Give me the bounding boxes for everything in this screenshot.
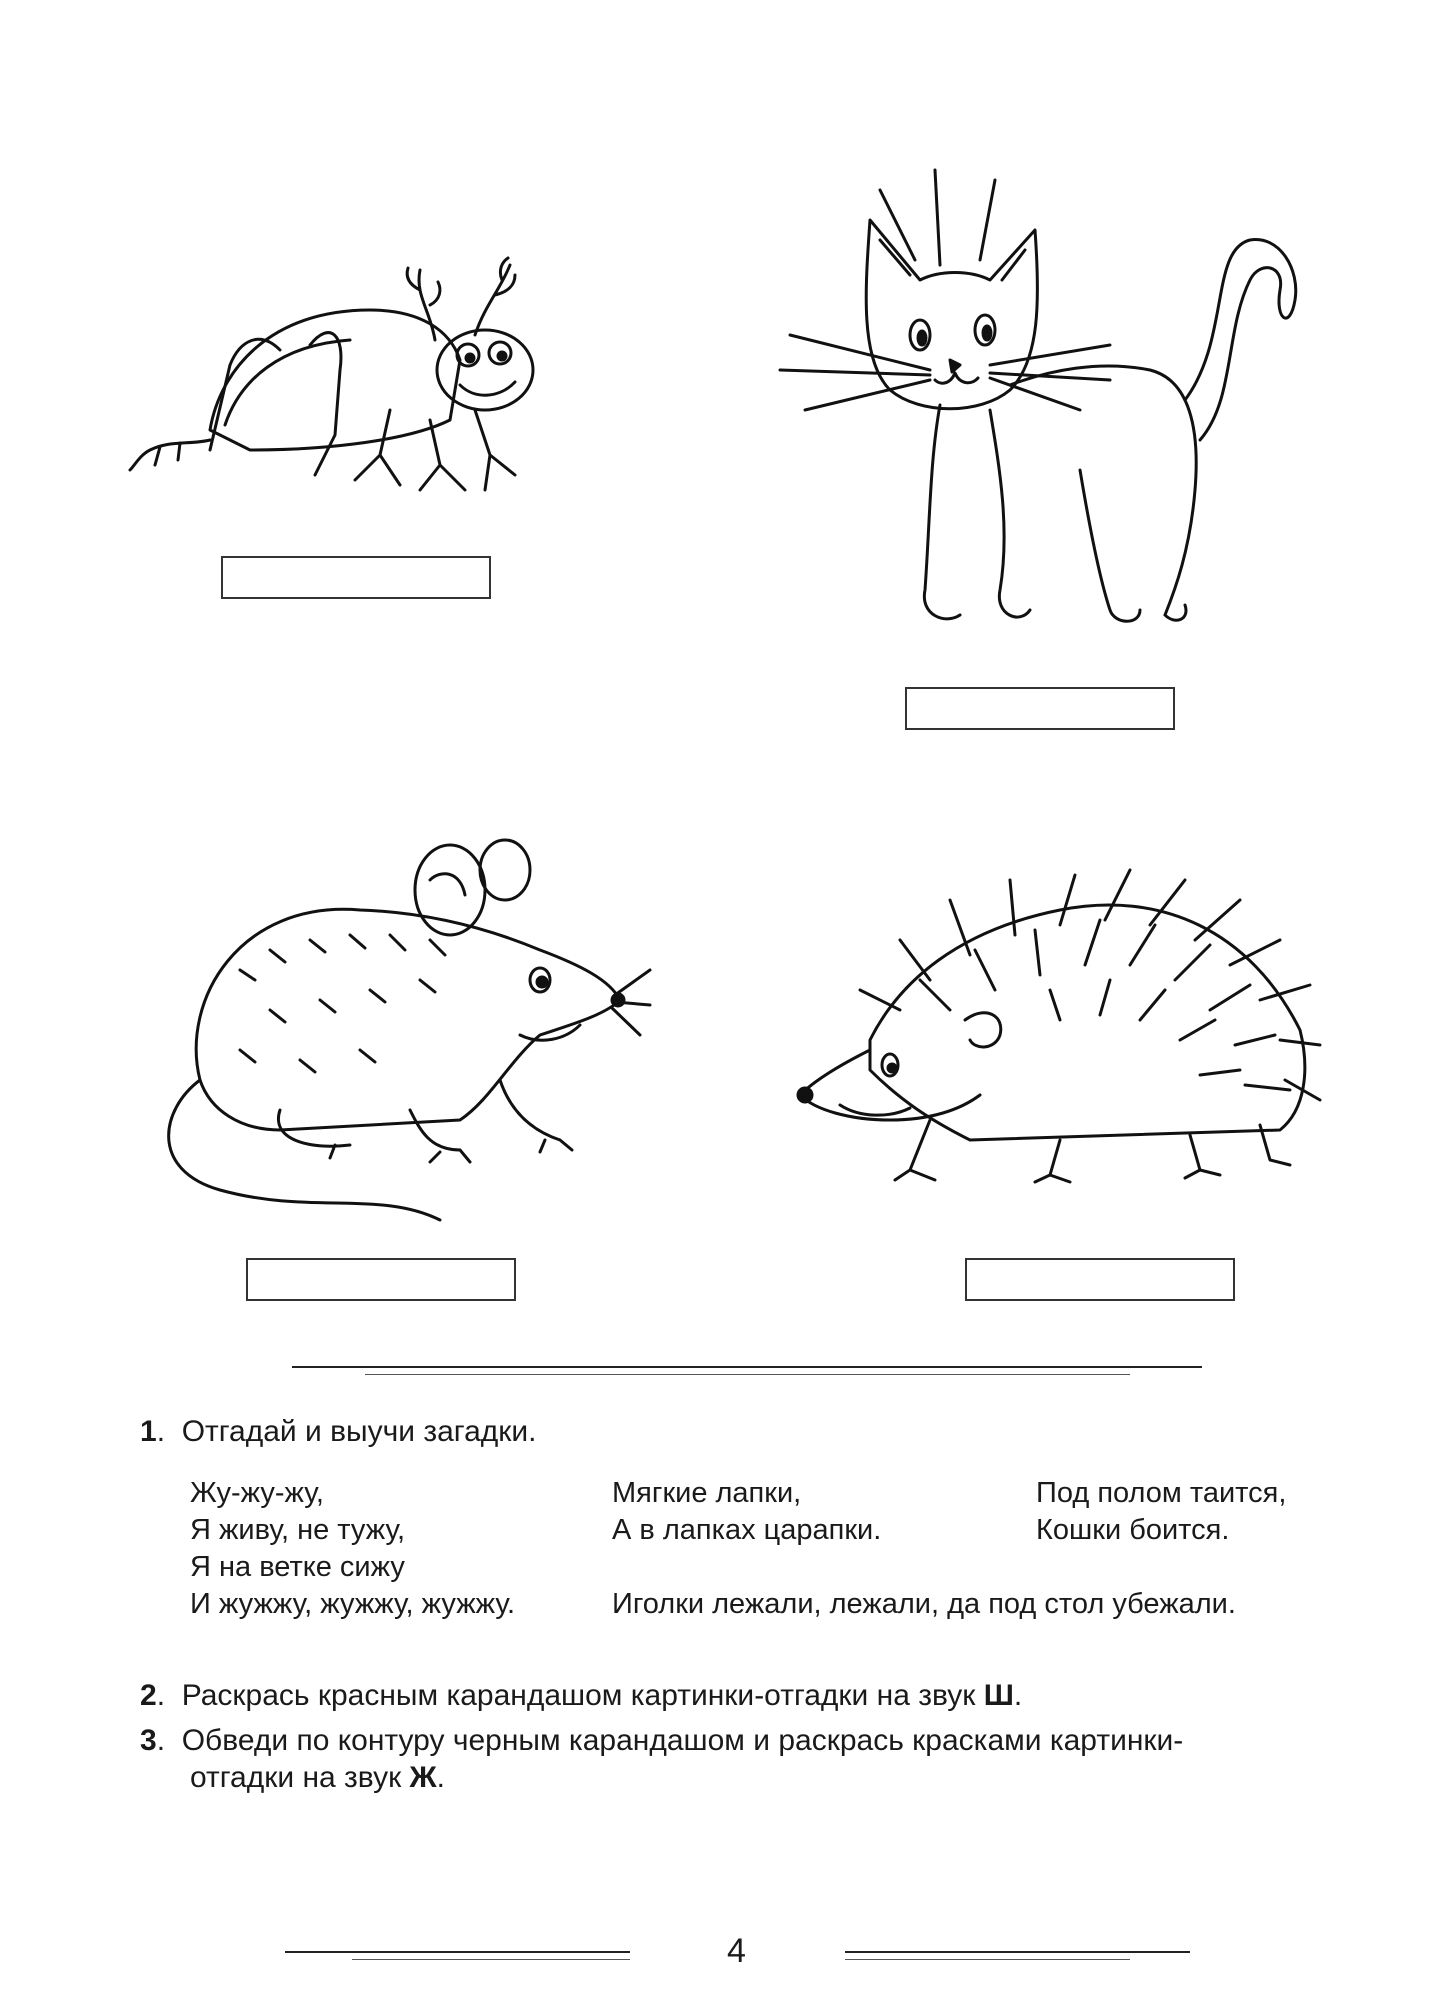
riddle-mouse xyxy=(1036,1475,1286,1549)
beetle-icon xyxy=(130,250,590,500)
hedgehog-illustration xyxy=(800,870,1320,1210)
mouse-icon xyxy=(160,840,650,1220)
riddle-beetle-line: И жужжу, жужжу, жужжу. xyxy=(190,1588,516,1620)
footer-rule-left xyxy=(285,1951,630,1953)
separator-top-thin xyxy=(365,1374,1130,1375)
answer-box-hedgehog[interactable] xyxy=(965,1258,1235,1301)
riddle-beetle-line: Я на ветке сижу xyxy=(190,1551,405,1583)
mouse-illustration xyxy=(160,840,650,1220)
task-3-line1: Обведи по контуру черным карандашом и раскрась красками картинки- xyxy=(181,1724,1184,1757)
riddle-cat-line: А в лапках царапки. xyxy=(612,1514,882,1546)
task-2-text: Раскрась красным карандашом картинки-отгадки на звук xyxy=(181,1679,984,1712)
task-1: 1. Отгадай и выучи загадки. xyxy=(140,1415,537,1448)
task-3-sound: Ж xyxy=(409,1761,437,1794)
page-number: 4 xyxy=(727,1932,746,1970)
task-3-cont: отгадки на звук Ж. xyxy=(190,1761,446,1794)
footer-rule-right-thin xyxy=(845,1959,1130,1960)
riddle-beetle-line: Я живу, не тужу, xyxy=(190,1514,406,1546)
task-3-number: 3 xyxy=(140,1724,157,1757)
task-3-line2: отгадки на звук xyxy=(190,1761,410,1794)
cat-illustration xyxy=(780,170,1300,640)
riddle-cat-line: Мягкие лапки, xyxy=(612,1477,802,1509)
riddle-cat xyxy=(612,1475,881,1549)
riddle-mouse-line: Кошки боится. xyxy=(1036,1514,1230,1546)
riddle-hedgehog-line: Иголки лежали, лежали, да под стол убежали. xyxy=(612,1588,1236,1620)
answer-box-beetle[interactable] xyxy=(221,556,491,599)
footer-rule-left-thin xyxy=(352,1959,630,1960)
separator-top xyxy=(292,1366,1202,1368)
task-3: 3. Обведи по контуру черным карандашом и раскрась красками картинки- xyxy=(140,1724,1184,1757)
riddle-mouse-line: Под полом таится, xyxy=(1036,1477,1287,1509)
footer-rule-right xyxy=(845,1951,1190,1953)
riddle-beetle xyxy=(190,1475,515,1623)
answer-box-cat[interactable] xyxy=(905,687,1175,730)
riddle-hedgehog xyxy=(612,1586,1236,1623)
hedgehog-icon xyxy=(800,870,1320,1210)
cat-icon xyxy=(780,170,1300,640)
beetle-illustration xyxy=(130,250,590,500)
answer-box-mouse[interactable] xyxy=(246,1258,516,1301)
task-2-number: 2 xyxy=(140,1679,157,1712)
task-2-sound: Ш xyxy=(983,1679,1014,1712)
task-1-number: 1 xyxy=(140,1415,157,1448)
riddle-beetle-line: Жу-жу-жу, xyxy=(190,1477,324,1509)
task-2: 2. Раскрась красным карандашом картинки-отгадки на звук Ш. xyxy=(140,1679,1023,1712)
task-1-text: Отгадай и выучи загадки. xyxy=(181,1415,537,1448)
